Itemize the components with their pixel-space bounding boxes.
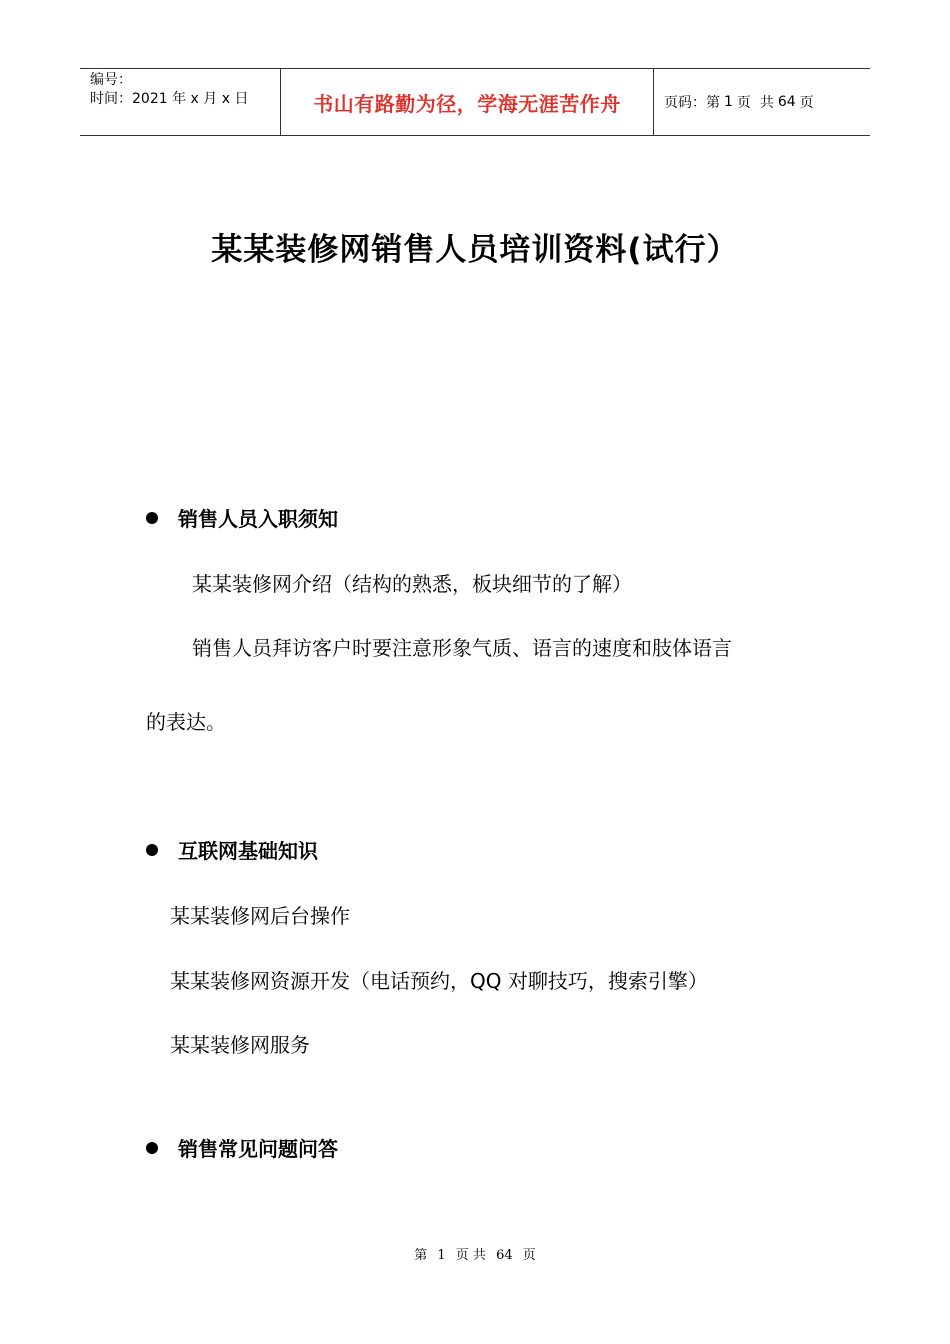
page-header <box>80 68 870 136</box>
paragraph: 某某装修网资源开发（电话预约，QQ 对聊技巧，搜索引擎） <box>170 969 708 993</box>
footer-current: 1 <box>437 1248 446 1263</box>
serial-label: 编号： <box>90 72 132 88</box>
date-label: 时间：2021 年 x 月 x 日 <box>90 91 249 107</box>
bullet-icon <box>146 512 158 524</box>
paragraph: 的表达。 <box>146 710 226 734</box>
page-end: 页 <box>799 95 814 111</box>
footer-total: 64 <box>496 1248 513 1263</box>
footer-mid: 页 共 <box>455 1248 486 1263</box>
header-motto: 书山有路勤为径，学海无涯苦作舟 <box>281 69 654 135</box>
footer-suffix: 页 <box>522 1248 536 1263</box>
page-label: 页码：第 <box>664 95 720 111</box>
page-mid: 页 共 <box>736 95 774 111</box>
page-current: 1 <box>724 94 733 110</box>
section-heading-internet-basics <box>146 835 318 864</box>
section-heading-faq <box>146 1133 338 1162</box>
paragraph: 某某装修网后台操作 <box>170 904 350 928</box>
paragraph: 某某装修网介绍（结构的熟悉，板块细节的了解） <box>192 572 632 596</box>
page-footer <box>0 1244 950 1263</box>
section-heading-text: 销售常见问题问答 <box>178 1137 338 1161</box>
footer-prefix: 第 <box>414 1248 428 1263</box>
paragraph: 某某装修网服务 <box>170 1033 310 1057</box>
section-heading-text: 互联网基础知识 <box>178 839 318 863</box>
page-total: 64 <box>777 94 796 110</box>
bullet-icon <box>146 844 158 856</box>
document-title: 某某装修网销售人员培训资料(试行） <box>211 232 739 268</box>
header-meta <box>80 69 281 135</box>
paragraph: 销售人员拜访客户时要注意形象气质、语言的速度和肢体语言 <box>192 636 732 660</box>
bullet-icon <box>146 1142 158 1154</box>
section-heading-text: 销售人员入职须知 <box>178 507 338 531</box>
section-heading-onboarding <box>146 503 338 532</box>
header-page-info <box>654 69 870 135</box>
